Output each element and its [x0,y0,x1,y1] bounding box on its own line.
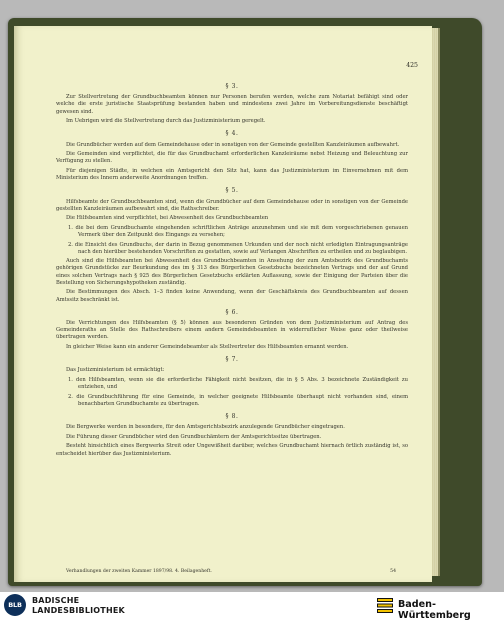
paragraph: Die Führung dieser Grundbücher wird den Grundbuchämtern der Amtsgerichtssitze übertragen. [66,433,322,440]
paragraph: Die Hilfsbeamten sind verpflichtet, bei Abwesenheit des Grundbuchbeamten [66,215,269,222]
section-heading: § 8. [225,413,239,420]
list-item: 1. die bei dem Grundbuchamte eingehenden schriftlichen Anträge anzunehmen und sie mit dem vorgeschriebenen genauen Vermerk über den Zeitpunkt des Eingangs zu versehen; [68,225,408,239]
paragraph: Die Bergwerke werden in besondere, für den Amtsgerichtsbezirk anzulegende Grundbücher eingetragen. [66,424,345,431]
section-heading: § 4. [225,130,239,138]
list-item: 1. den Hilfsbeamten, wenn sie die erforderliche Fähigkeit nicht besitzen, die in § 5 Abs. 3 bezeichnete Zuständigkeit zu entziehen, und [68,377,408,391]
section-heading: § 5. [225,187,239,195]
library-name-line1: BADISCHE [32,596,80,605]
paragraph: Die Verrichtungen des Hilfsbeamten (§ 5) können aus besonderen Gründen von dem Justizministerium auf Antrag des Gemeinderaths an Stelle des Rathschreibers einem andern Gemeindebeamten in widerruflicher Weise ganz oder theilweise übertragen werden. [56,320,408,341]
paragraph: Hilfsbeamte der Grundbuchbeamten sind, wenn die Grundbücher auf dem Gemeindehause oder in sonstigen von der Gemeinde gestellten Kanzleiräumen aufbewahrt sind, die Rathschreiber. [56,198,408,212]
page-content [56,78,408,460]
paragraph: In gleicher Weise kann ein anderer Gemeindebeamter als Stellvertreter des Hilfsbeamten ernannt werden. [66,344,349,350]
publication-line: Verhandlungen der zweiten Kammer 1897/98. 4. Beilagenheft. [66,569,212,574]
paragraph: Das Justizministerium ist ermächtigt: [66,367,165,374]
paragraph: Auch sind die Hilfsbeamten bei Abwesenheit des Grundbuchbeamten in Ansehung der zum Amtsbezirk des Grundbuchamts gehörigen Grundstücke zur Beurkundung des im § 313 des Bürgerlichen Gesetzbuchs bezeichneten Vertrags und der auf Grund eines solchen Vertrags nach § 925 des Bürgerlichen Gesetzbuchs erklärten Auflassung, sowie der Einigung der Parteien über die Bestellung von Sicherungshypotheken zuständig. [56,258,408,286]
page-footnote [66,568,396,575]
paragraph: Die Bestimmungen des Absch. 1–3 finden keine Anwendung, wenn der Geschäftskreis des Grundbuchbeamten auf dessen Amtssitz beschränkt ist. [56,289,408,303]
scanned-page [14,26,432,582]
section-heading: § 6. [225,308,239,316]
bw-lions-icon[interactable] [376,597,394,614]
list-item: 2. die Einsicht des Grundbuchs, der darin in Bezug genommenen Urkunden und der noch nicht erledigten Eintragungsanträge nach den hierüber bestehenden Vorschriften zu gestatten, sowie auf Verlangen Abschriften zu ertheilen und zu beglaubigen. [68,241,408,255]
paragraph: Für diejenigen Städte, in welchen ein Amtsgericht den Sitz hat, kann das Justizministerium im Einvernehmen mit dem Ministerium des Innern anderweite Anordnungen treffen. [56,168,408,182]
state-name: Baden-Württemberg [398,599,471,621]
page-number: 425 [406,62,418,69]
paragraph: Im Uebrigen wird die Stellvertretung durch das Justizministerium geregelt. [66,118,266,125]
footer-bar [0,592,504,621]
section-heading: § 7. [225,356,239,364]
section-heading: § 3. [225,83,239,90]
sheet-number: 54 [390,569,396,574]
paragraph: Die Gemeinden sind verpflichtet, die für das Grundbuchamt erforderlichen Kanzleiräume nebst Heizung und Beleuchtung zur Verfügung zu stellen. [56,151,408,165]
list-item: 2. die Grundbuchführung für eine Gemeinde, in welcher geeignete Hilfsbeamte überhaupt nicht vorhanden sind, einem benachbarten Grundbuchamte zu übertragen. [68,393,408,407]
paragraph: Die Grundbücher werden auf dem Gemeindehause oder in sonstigen von der Gemeinde gestellten Kanzleiräumen aufbewahrt. [66,141,400,148]
paragraph: Zur Stellvertretung der Grundbuchbeamten können nur Personen berufen werden, welche zum Notariat befähigt sind oder welche die erste juristische Staatsprüfung bestanden haben und mindestens zwei Jahre im Vorbereitungsdienste beschäftigt gewesen sind. [56,94,408,115]
blb-logo[interactable]: BLB [4,594,26,616]
paragraph: Besteht hinsichtlich eines Bergwerks Streit oder Ungewißheit darüber, welches Grundbuchamt hiernach örtlich zuständig ist, so entscheidet hierüber das Justizministerium. [56,443,408,457]
library-name-line2: LANDESBIBLIOTHEK [32,606,125,615]
